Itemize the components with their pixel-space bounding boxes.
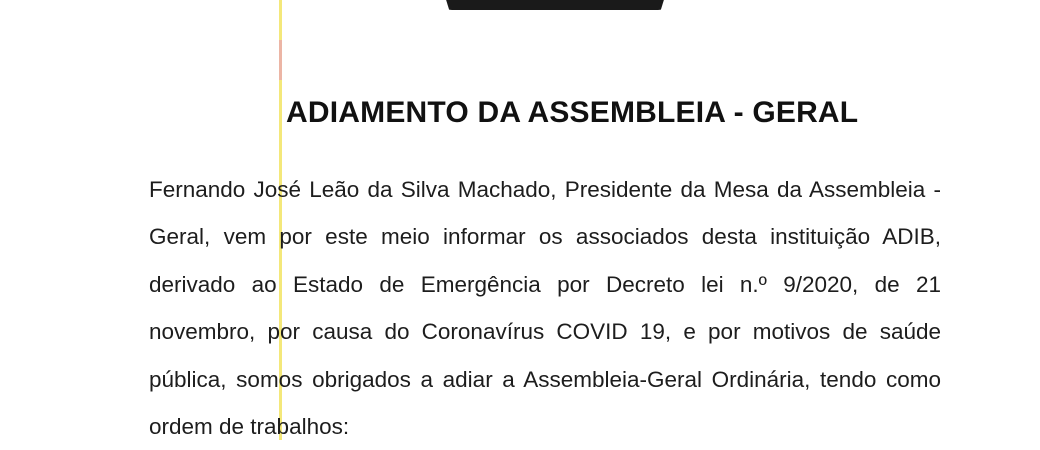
- paragraph-line: Geral, vem por este meio informar os associados desta instituição ADIB,: [149, 224, 941, 250]
- paragraph-line: ordem de trabalhos:: [149, 414, 350, 440]
- paragraph-line: novembro, por causa do Coronavírus COVID 19, e por motivos de saúde: [149, 319, 941, 345]
- paragraph-line: derivado ao Estado de Emergência por Decreto lei n.º 9/2020, de 21: [149, 271, 941, 297]
- paragraph-line: Fernando José Leão da Silva Machado, Presidente da Mesa da Assembleia -: [149, 177, 941, 202]
- paragraph-line: pública, somos obrigados a adiar a Assembleia-Geral Ordinária, tendo como: [149, 366, 941, 392]
- cropped-heading-fragment: [440, 0, 670, 10]
- document-title: ADIAMENTO DA ASSEMBLEIA - GERAL: [286, 96, 859, 129]
- highlighter-mark: [279, 40, 282, 80]
- body-paragraph: [149, 166, 941, 450]
